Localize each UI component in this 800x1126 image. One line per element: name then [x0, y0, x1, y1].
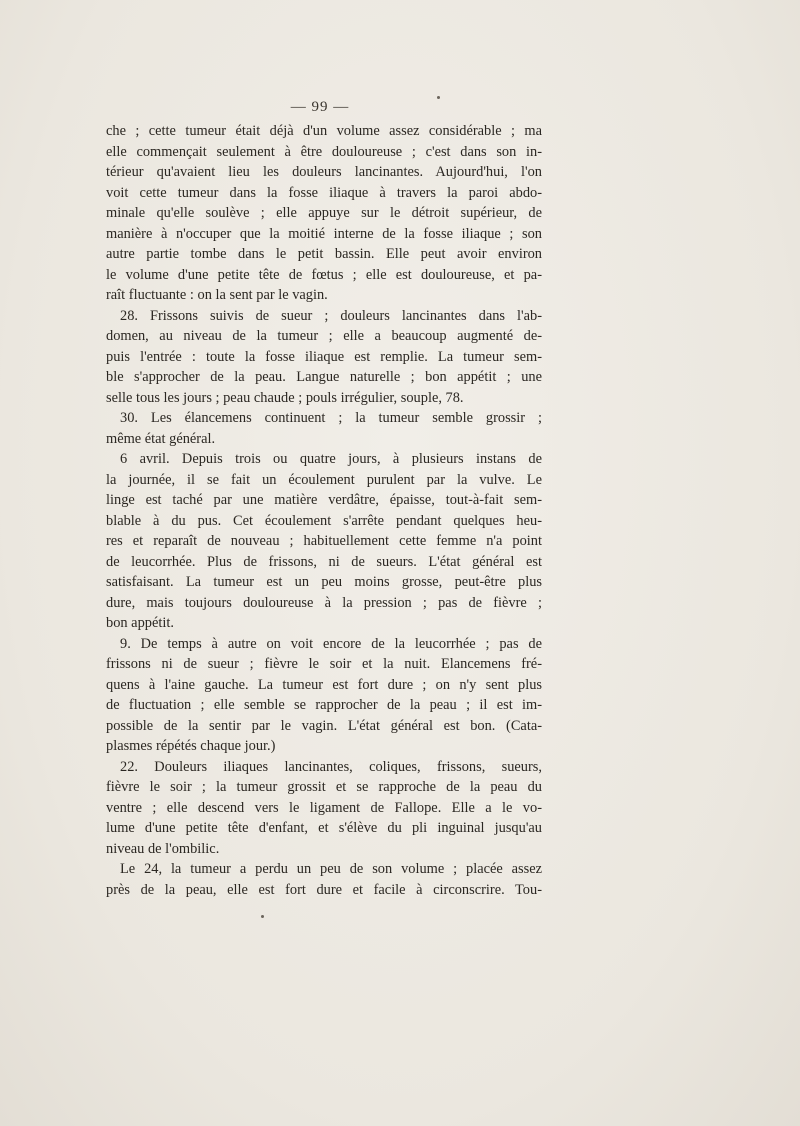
text-line: 9. De temps à autre on voit encore de la leucorrhée ; pas de [120, 635, 542, 652]
text-line: blable à du pus. Cet écoulement s'arrête pendant quelques heu- [106, 512, 542, 529]
text-line: linge est taché par une matière verdâtre, épaisse, tout-à-fait sem- [106, 492, 542, 508]
text-line: frissons ni de sueur ; fièvre le soir et la nuit. Elancemens fré- [106, 656, 542, 672]
text-line: elle commençait seulement à être douloureuse ; c'est dans son in- [106, 143, 542, 160]
text-line: bon appétit. [106, 615, 174, 631]
text-line: minale qu'elle soulève ; elle appuye sur le détroit supérieur, de [106, 205, 542, 221]
text-line: 28. Frissons suivis de sueur ; douleurs lancinantes dans l'ab- [120, 307, 542, 324]
text-line: voit cette tumeur dans la fosse iliaque à travers la paroi abdo- [106, 184, 542, 201]
text-line: res et reparaît de nouveau ; habituellement cette femme n'a point [106, 533, 542, 549]
text-line: niveau de l'ombilic. [106, 840, 220, 857]
text-line: de fluctuation ; elle semble se rapprocher de la peau ; il est im- [106, 697, 542, 713]
text-line: ventre ; elle descend vers le ligament de Fallope. Elle a le vo- [106, 799, 542, 816]
text-line: de leucorrhée. Plus de frissons, ni de sueurs. L'état général est [106, 553, 542, 570]
text-line: près de la peau, elle est fort dure et facile à circonscrire. Tou- [106, 881, 542, 898]
text-line: 22. Douleurs iliaques lancinantes, coliques, frissons, sueurs, [120, 758, 542, 775]
text-line: manière à n'occuper que la moitié interne de la fosse iliaque ; son [106, 225, 542, 242]
text-line: térieur qu'avaient lieu les douleurs lancinantes. Aujourd'hui, l'on [106, 164, 542, 180]
text-line: possible de la sentir par le vagin. L'état général est bon. (Cata- [106, 717, 542, 734]
text-line: selle tous les jours ; peau chaude ; pouls irrégulier, souple, 78. [106, 389, 464, 406]
text-line: la journée, il se fait un écoulement purulent par la vulve. Le [106, 471, 542, 488]
text-line: puis l'entrée : toute la fosse iliaque est remplie. La tumeur sem- [106, 348, 542, 365]
text-line: domen, au niveau de la tumeur ; elle a beaucoup augmenté de- [106, 328, 542, 344]
text-line: 30. Les élancemens continuent ; la tumeur semble grossir ; [120, 410, 542, 426]
text-line: dure, mais toujours douloureuse à la pression ; pas de fièvre ; [106, 594, 542, 611]
text-line: plasmes répétés chaque jour.) [106, 738, 276, 754]
paper-speck [437, 96, 440, 99]
body-text [106, 121, 542, 900]
text-line: autre partie tombe dans le petit bassin. Elle peut avoir environ [106, 246, 542, 262]
text-line: che ; cette tumeur était déjà d'un volume assez considérable ; ma [106, 123, 542, 139]
text-line: raît fluctuante : on la sent par le vagin. [106, 287, 328, 303]
text-line: quens à l'aine gauche. La tumeur est fort dure ; on n'y sent plus [106, 676, 542, 693]
text-line: ble s'approcher de la peau. Langue naturelle ; bon appétit ; une [106, 369, 542, 385]
paper-speck [261, 915, 264, 918]
text-line: lume d'une petite tête d'enfant, et s'élève du pli inguinal jusqu'au [106, 820, 542, 836]
text-line: même état général. [106, 430, 216, 447]
text-line: 6 avril. Depuis trois ou quatre jours, à plusieurs instans de [120, 451, 542, 467]
text-line: Le 24, la tumeur a perdu un peu de son volume ; placée assez [120, 861, 542, 877]
page-number: — 99 — [290, 99, 350, 115]
text-line: satisfaisant. La tumeur est un peu moins grosse, peut-être plus [106, 574, 542, 590]
text-line: fièvre le soir ; la tumeur grossit et se rapproche de la peau du [106, 779, 542, 795]
text-line: le volume d'une petite tête de fœtus ; elle est douloureuse, et pa- [106, 266, 542, 283]
